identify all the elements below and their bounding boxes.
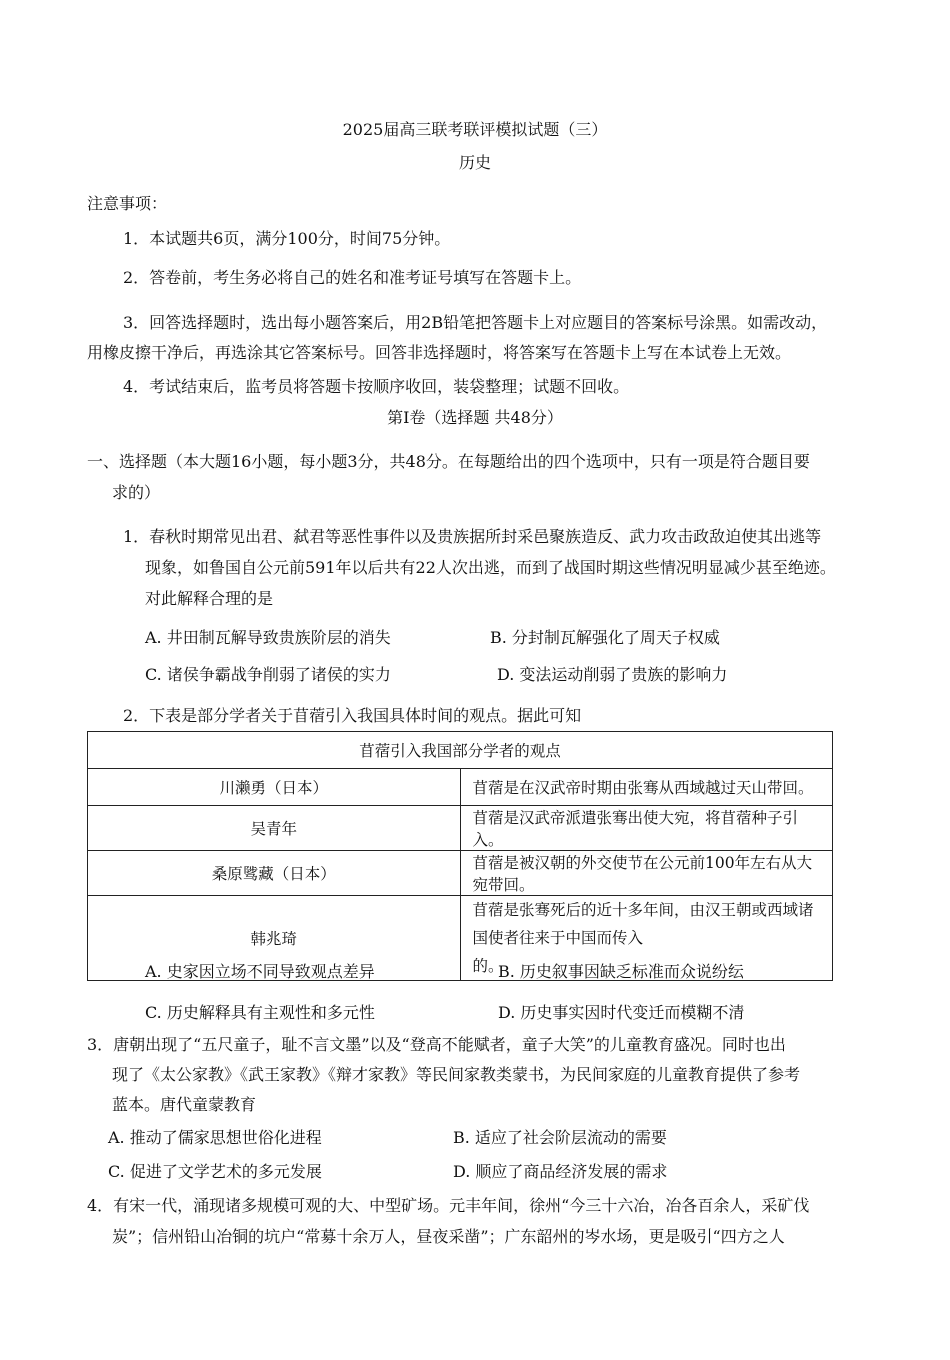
table-caption-row (88, 732, 833, 769)
exam-title: 2025届高三联考联评模拟试题（三） (342, 120, 608, 139)
q1-option-b: B. 分封制瓦解强化了周天子权威 (490, 628, 720, 647)
q3-stem-line3: 蓝本。唐代童蒙教育 (112, 1095, 257, 1114)
scholar-view: 苜蓿是在汉武帝时期由张骞从西域越过天山带回。 (460, 769, 833, 806)
scholar-name: 川濑勇（日本） (88, 769, 461, 806)
section-instruction: 一、选择题（本大题16小题，每小题3分，共48分。在每题给出的四个选项中，只有一项是符合题目要 (87, 452, 810, 471)
q3-option-d: D. 顺应了商品经济发展的需求 (453, 1162, 668, 1181)
notice-item-1: 1．本试题共6页，满分100分，时间75分钟。 (123, 229, 451, 248)
q1-stem-line2: 现象，如鲁国自公元前591年以后共有22人次出逃，而到了战国时期这些情况明显减少甚至绝迹。 (145, 558, 836, 577)
scholar-view: 苜蓿是汉武帝派遣张骞出使大宛，将苜蓿种子引入。 (460, 806, 833, 851)
q2-option-c: C. 历史解释具有主观性和多元性 (145, 1003, 375, 1022)
q4-stem-line2: 炭”；信州铅山冶铜的坑户“常募十余万人，昼夜采凿”；广东韶州的岑水场，更是吸引“四方之人 (112, 1227, 785, 1246)
table-caption: 苜蓿引入我国部分学者的观点 (88, 732, 833, 769)
scholar-view-line1: 苜蓿是张骞死后的近十多年间，由汉王朝或西域诸国使者往来于中国而传入 (472, 901, 814, 947)
q4-stem-line1: 4．有宋一代，涌现诸多规模可观的大、中型矿场。元丰年间，徐州“今三十六冶，冶各百余人，采矿伐 (87, 1196, 810, 1215)
notice-item-3: 3．回答选择题时，选出每小题答案后，用2B铅笔把答题卡上对应题目的答案标号涂黑。如需改动， (123, 313, 828, 332)
section-instruction-cont: 求的） (112, 483, 161, 502)
q3-stem-line2: 现了《太公家教》《武王家教》《辩才家教》等民间家教类蒙书，为民间家庭的儿童教育提供了参考 (112, 1065, 801, 1084)
table-row (88, 806, 833, 851)
q3-option-c: C. 促进了文学艺术的多元发展 (108, 1162, 322, 1181)
scholar-name: 桑原骘藏（日本） (88, 851, 461, 896)
notice-heading: 注意事项： (87, 194, 168, 213)
alfalfa-views-table (87, 731, 833, 981)
scholar-name: 吴青年 (88, 806, 461, 851)
q1-option-a: A. 井田制瓦解导致贵族阶层的消失 (145, 628, 391, 647)
table-row (88, 769, 833, 806)
q3-option-a: A. 推动了儒家思想世俗化进程 (108, 1128, 322, 1147)
q1-stem-line1: 1．春秋时期常见出君、弑君等恶性事件以及贵族据所封采邑聚族造反、武力攻击政敌迫使其出逃等 (123, 527, 822, 546)
notice-item-3-cont: 用橡皮擦干净后，再选涂其它答案标号。回答非选择题时，将答案写在答题卡上写在本试卷上无效。 (87, 343, 792, 362)
notice-item-2: 2．答卷前，考生务必将自己的姓名和准考证号填写在答题卡上。 (123, 268, 582, 287)
q3-option-b: B. 适应了社会阶层流动的需要 (453, 1128, 667, 1147)
q3-stem-line1: 3．唐朝出现了“五尺童子，耻不言文墨”以及“登高不能赋者，童子大笑”的儿童教育盛况。同时也出 (87, 1035, 786, 1054)
scholar-name: 韩兆琦 (88, 896, 461, 981)
q2-option-b: B. 历史叙事因缺乏标准而众说纷纭 (498, 962, 744, 981)
scholar-view: 苜蓿是被汉朝的外交使节在公元前100年左右从大宛带回。 (460, 851, 833, 896)
scholar-view-line2: 的。 (472, 957, 504, 975)
q2-option-a: A. 史家因立场不同导致观点差异 (145, 962, 375, 981)
section-title: 第Ⅰ卷（选择题 共48分） (387, 408, 563, 427)
table-row (88, 851, 833, 896)
q1-option-d: D. 变法运动削弱了贵族的影响力 (497, 665, 728, 684)
q2-option-d: D. 历史事实因时代变迁而模糊不清 (498, 1003, 745, 1022)
q1-stem-line3: 对此解释合理的是 (145, 589, 274, 608)
q2-stem: 2．下表是部分学者关于苜蓿引入我国具体时间的观点。据此可知 (123, 706, 582, 725)
q1-option-c: C. 诸侯争霸战争削弱了诸侯的实力 (145, 665, 391, 684)
subject-title: 历史 (458, 153, 491, 172)
notice-item-4: 4．考试结束后，监考员将答题卡按顺序收回，装袋整理；试题不回收。 (123, 377, 630, 396)
